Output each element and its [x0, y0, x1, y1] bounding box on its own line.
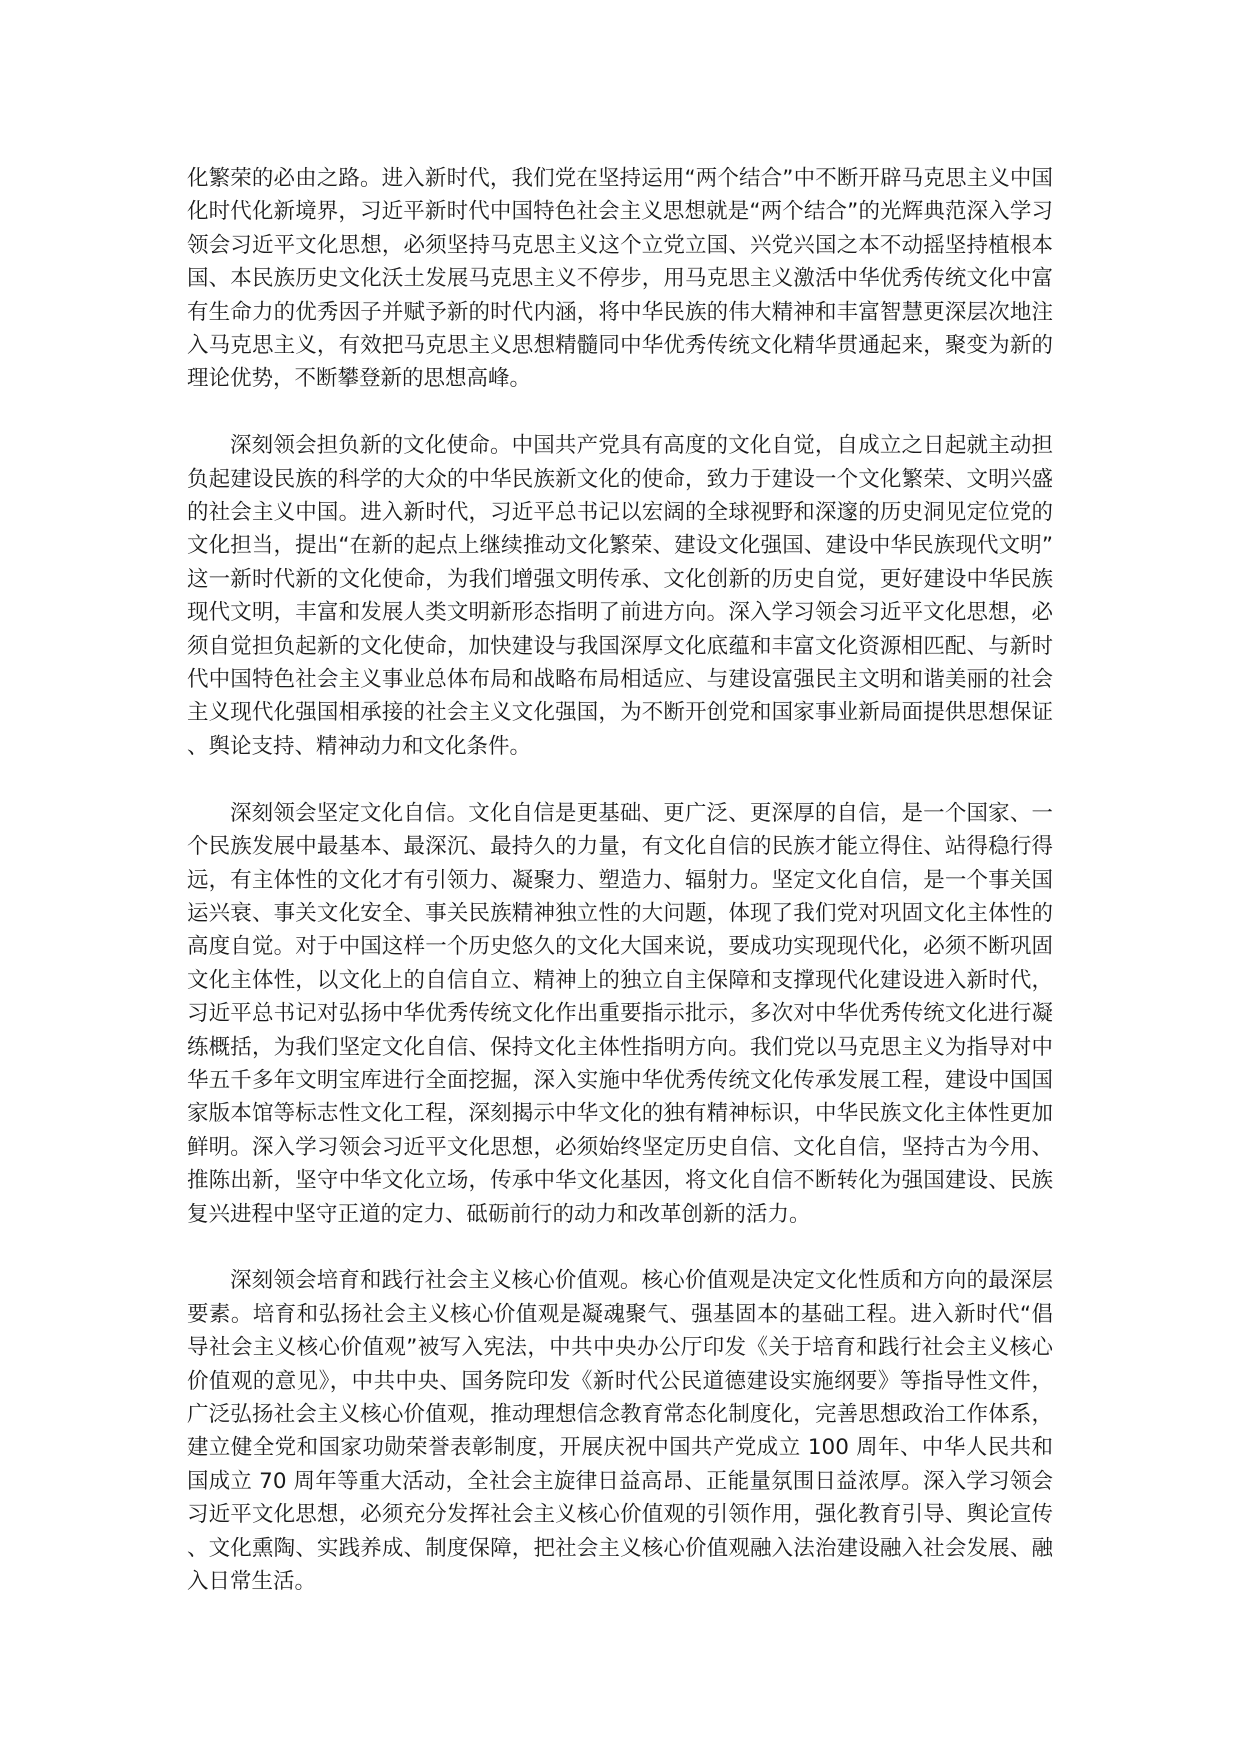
- document-body: [187, 162, 1053, 1632]
- paragraph-core-values: 深刻领会培育和践行社会主义核心价值观。核心价值观是决定文化性质和方向的最深层要素。培育和弘扬社会主义核心价值观是凝魂聚气、强基固本的基础工程。进入新时代“倡导社会主义核心价值观”被写入宪法，中共中央办公厅印发《关于培育和践行社会主义核心价值观的意见》，中共中央、国务院印发《新时代公民道德建设实施纲要》等指导性文件，广泛弘扬社会主义核心价值观，推动理想信念教育常态化制度化，完善思想政治工作体系，建立健全党和国家功勋荣誉表彰制度，开展庆祝中国共产党成立 100 周年、中华人民共和国成立 70 周年等重大活动，全社会主旋律日益高昂、正能量氛围日益浓厚。深入学习领会习近平文化思想，必须充分发挥社会主义核心价值观的引领作用，强化教育引导、舆论宣传、文化熏陶、实践养成、制度保障，把社会主义核心价值观融入法治建设融入社会发展、融入日常生活。: [187, 1268, 1053, 1595]
- paragraph-continuation: 化繁荣的必由之路。进入新时代，我们党在坚持运用“两个结合”中不断开辟马克思主义中国化时代化新境界，习近平新时代中国特色社会主义思想就是“两个结合”的光辉典范深入学习领会习近平文化思想，必须坚持马克思主义这个立党立国、兴党兴国之本不动摇坚持植根本国、本民族历史文化沃土发展马克思主义不停步，用马克思主义激活中华优秀传统文化中富有生命力的优秀因子并赋予新的时代内涵，将中华民族的伟大精神和丰富智慧更深层次地注入马克思主义，有效把马克思主义思想精髓同中华优秀传统文化精华贯通起来，聚变为新的理论优势，不断攀登新的思想高峰。: [187, 166, 1053, 392]
- paragraph-cultural-mission: 深刻领会担负新的文化使命。中国共产党具有高度的文化自觉，自成立之日起就主动担负起建设民族的科学的大众的中华民族新文化的使命，致力于建设一个文化繁荣、文明兴盛的社会主义中国。进入新时代，习近平总书记以宏阔的全球视野和深邃的历史洞见定位党的文化担当，提出“在新的起点上继续推动文化繁荣、建设文化强国、建设中华民族现代文明”这一新时代新的文化使命，为我们增强文明传承、文化创新的历史自觉，更好建设中华民族现代文明，丰富和发展人类文明新形态指明了前进方向。深入学习领会习近平文化思想，必须自觉担负起新的文化使命，加快建设与我国深厚文化底蕴和丰富文化资源相匹配、与新时代中国特色社会主义事业总体布局和战略布局相适应、与建设富强民主文明和谐美丽的社会主义现代化强国相承接的社会主义文化强国，为不断开创党和国家事业新局面提供思想保证、舆论支持、精神动力和文化条件。: [187, 433, 1053, 759]
- paragraph-cultural-confidence: 深刻领会坚定文化自信。文化自信是更基础、更广泛、更深厚的自信，是一个国家、一个民族发展中最基本、最深沉、最持久的力量，有文化自信的民族才能立得住、站得稳行得远，有主体性的文化才有引领力、凝聚力、塑造力、辐射力。坚定文化自信，是一个事关国运兴衰、事关文化安全、事关民族精神独立性的大问题，体现了我们党对巩固文化主体性的高度自觉。对于中国这样一个历史悠久的文化大国来说，要成功实现现代化，必须不断巩固文化主体性，以文化上的自信自立、精神上的独立自主保障和支撑现代化建设进入新时代，习近平总书记对弘扬中华优秀传统文化作出重要指示批示，多次对中华优秀传统文化进行凝练概括，为我们坚定文化自信、保持文化主体性指明方向。我们党以马克思主义为指导对中华五千多年文明宝库进行全面挖掘，深入实施中华优秀传统文化传承发展工程，建设中国国家版本馆等标志性文化工程，深刻揭示中华文化的独有精神标识，中华民族文化主体性更加鲜明。深入学习领会习近平文化思想，必须始终坚定历史自信、文化自信，坚持古为今用、推陈出新，坚守中华文化立场，传承中华文化基因，将文化自信不断转化为强国建设、民族复兴进程中坚守正道的定力、砥砺前行的动力和改革创新的活力。: [187, 800, 1053, 1227]
